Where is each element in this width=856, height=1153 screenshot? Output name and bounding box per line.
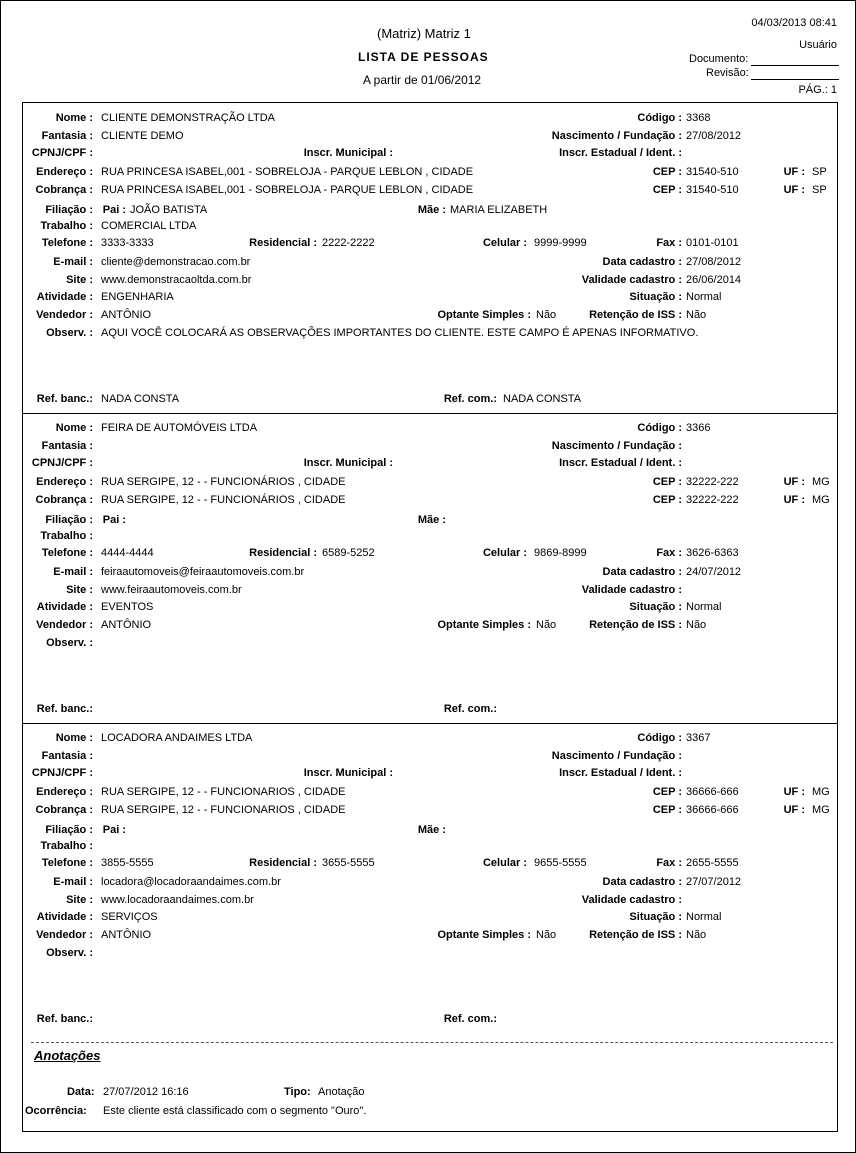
- field-label-email: E-mail :: [53, 566, 93, 578]
- annotation-occurrence-label: Ocorrência:: [25, 1105, 87, 1117]
- field-label-endereco: Endereço :: [36, 786, 93, 798]
- field-value-fantasia: CLIENTE DEMO: [101, 130, 184, 142]
- field-value-site: www.locadoraandaimes.com.br: [101, 894, 254, 906]
- field-label-inscr-est: Inscr. Estadual / Ident. :: [559, 767, 682, 779]
- field-label-situacao: Situação :: [629, 601, 682, 613]
- field-label-ref-banc: Ref. banc.:: [36, 393, 93, 405]
- field-value-celular: 9869-8999: [534, 547, 587, 559]
- field-label-inscr-mun: Inscr. Municipal :: [303, 147, 393, 159]
- field-value-validade: 26/06/2014: [686, 274, 742, 286]
- field-value-optante: Não: [536, 619, 557, 631]
- field-label-trabalho: Trabalho :: [40, 220, 93, 232]
- field-value-email: cliente@demonstracao.com.br: [101, 256, 251, 268]
- field-label-ref-com: Ref. com.:: [443, 1013, 497, 1025]
- field-label-uf: UF :: [783, 494, 805, 506]
- field-label-site: Site :: [66, 894, 93, 906]
- field-value-cobranca: RUA SERGIPE, 12 - - FUNCIONARIOS , CIDADE: [101, 804, 346, 816]
- field-label-cobranca: Cobrança :: [35, 494, 93, 506]
- company-name: (Matriz) Matriz 1: [377, 26, 471, 41]
- field-label-residencial: Residencial :: [249, 547, 317, 559]
- field-value-cep-cob: 32222-222: [686, 494, 739, 506]
- field-label-fax: Fax :: [656, 547, 682, 559]
- field-value-cep-end: 36666-666: [686, 786, 739, 798]
- field-label-nome: Nome :: [55, 112, 93, 124]
- field-value-data-cadastro: 27/07/2012: [686, 876, 742, 888]
- field-label-optante: Optante Simples :: [437, 929, 531, 941]
- field-value-atividade: EVENTOS: [101, 601, 154, 613]
- field-value-atividade: ENGENHARIA: [101, 291, 174, 303]
- field-label-validade: Validade cadastro :: [581, 894, 682, 906]
- field-label-ref-com: Ref. com.:: [443, 393, 497, 405]
- field-value-data-cadastro: 24/07/2012: [686, 566, 742, 578]
- field-label-pai: Pai :: [102, 514, 126, 526]
- field-label-inscr-mun: Inscr. Municipal :: [303, 767, 393, 779]
- field-value-retencao: Não: [686, 309, 707, 321]
- field-value-pai: JOÃO BATISTA: [130, 204, 208, 216]
- annotation-type: Anotação: [318, 1086, 365, 1098]
- field-label-situacao: Situação :: [629, 291, 682, 303]
- revision-line: [751, 79, 839, 80]
- document-line: [751, 65, 839, 66]
- field-label-celular: Celular :: [482, 547, 527, 559]
- field-label-uf: UF :: [783, 184, 805, 196]
- field-label-email: E-mail :: [53, 256, 93, 268]
- field-label-mae: Mãe :: [417, 824, 446, 836]
- field-label-cobranca: Cobrança :: [35, 804, 93, 816]
- field-value-fax: 0101-0101: [686, 237, 739, 249]
- field-value-vendedor: ANTÔNIO: [101, 619, 152, 631]
- field-value-site: www.feiraautomoveis.com.br: [101, 584, 242, 596]
- field-value-codigo: 3367: [686, 732, 711, 744]
- field-label-site: Site :: [66, 584, 93, 596]
- field-value-nome: CLIENTE DEMONSTRAÇÃO LTDA: [101, 112, 275, 124]
- field-label-validade: Validade cadastro :: [581, 274, 682, 286]
- revision-label: Revisão:: [706, 67, 749, 79]
- field-label-pai: Pai :: [102, 824, 126, 836]
- field-label-validade: Validade cadastro :: [581, 584, 682, 596]
- field-label-cep: CEP :: [652, 804, 682, 816]
- field-label-site: Site :: [66, 274, 93, 286]
- field-value-retencao: Não: [686, 619, 707, 631]
- field-label-fantasia: Fantasia :: [41, 440, 93, 452]
- record-separator: [23, 723, 837, 724]
- field-value-trabalho: COMERCIAL LTDA: [101, 220, 197, 232]
- field-label-residencial: Residencial :: [249, 237, 317, 249]
- field-label-observ: Observ. :: [46, 947, 93, 959]
- field-label-cep: CEP :: [652, 184, 682, 196]
- field-label-vendedor: Vendedor :: [36, 309, 93, 321]
- field-label-filiacao: Filiação :: [45, 514, 93, 526]
- field-value-cep-cob: 31540-510: [686, 184, 739, 196]
- annotation-date: 27/07/2012 16:16: [103, 1086, 189, 1098]
- field-label-retencao: Retenção de ISS :: [589, 309, 682, 321]
- field-value-data-cadastro: 27/08/2012: [686, 256, 742, 268]
- field-label-fantasia: Fantasia :: [41, 750, 93, 762]
- annotations-divider: [31, 1042, 833, 1043]
- field-value-mae: MARIA ELIZABETH: [450, 204, 548, 216]
- annotation-type-label: Tipo:: [284, 1086, 311, 1098]
- field-label-filiacao: Filiação :: [45, 204, 93, 216]
- field-label-inscr-est: Inscr. Estadual / Ident. :: [559, 147, 682, 159]
- field-label-cep: CEP :: [652, 786, 682, 798]
- field-label-vendedor: Vendedor :: [36, 929, 93, 941]
- report-subtitle: A partir de 01/06/2012: [363, 73, 482, 87]
- field-value-telefone: 3855-5555: [101, 857, 154, 869]
- field-label-codigo: Código :: [637, 112, 682, 124]
- field-value-uf-cob: MG: [812, 494, 830, 506]
- field-label-nome: Nome :: [55, 732, 93, 744]
- field-value-uf-end: MG: [812, 786, 830, 798]
- field-value-optante: Não: [536, 929, 557, 941]
- field-value-codigo: 3368: [686, 112, 711, 124]
- field-label-nascimento: Nascimento / Fundação :: [551, 130, 682, 142]
- field-value-residencial: 2222-2222: [322, 237, 375, 249]
- field-label-cpf: CPNJ/CPF :: [31, 147, 93, 159]
- field-label-cep: CEP :: [652, 476, 682, 488]
- document-label: Documento:: [689, 53, 749, 65]
- field-label-cep: CEP :: [652, 166, 682, 178]
- annotation-occurrence: Este cliente está classificado com o segmento "Ouro".: [103, 1105, 367, 1117]
- field-label-vendedor: Vendedor :: [36, 619, 93, 631]
- field-value-celular: 9655-5555: [534, 857, 587, 869]
- report-datetime: 04/03/2013 08:41: [751, 17, 837, 29]
- field-label-nascimento: Nascimento / Fundação :: [551, 750, 682, 762]
- field-label-nascimento: Nascimento / Fundação :: [551, 440, 682, 452]
- field-value-endereco: RUA SERGIPE, 12 - - FUNCIONÁRIOS , CIDADE: [101, 476, 346, 488]
- field-label-situacao: Situação :: [629, 911, 682, 923]
- field-value-ref-com: NADA CONSTA: [503, 393, 582, 405]
- field-value-endereco: RUA PRINCESA ISABEL,001 - SOBRELOJA - PARQUE LEBLON , CIDADE: [101, 166, 474, 178]
- field-label-optante: Optante Simples :: [437, 619, 531, 631]
- field-label-atividade: Atividade :: [36, 291, 93, 303]
- field-label-ref-com: Ref. com.:: [443, 703, 497, 715]
- field-label-endereco: Endereço :: [36, 476, 93, 488]
- field-label-telefone: Telefone :: [41, 237, 93, 249]
- field-value-uf-end: SP: [812, 166, 827, 178]
- field-label-pai: Pai :: [102, 204, 126, 216]
- field-label-cpf: CPNJ/CPF :: [31, 767, 93, 779]
- field-label-mae: Mãe :: [417, 514, 446, 526]
- report-title: LISTA DE PESSOAS: [358, 50, 489, 64]
- field-label-cep: CEP :: [652, 494, 682, 506]
- field-value-cep-end: 31540-510: [686, 166, 739, 178]
- field-label-optante: Optante Simples :: [437, 309, 531, 321]
- field-value-telefone: 3333-3333: [101, 237, 154, 249]
- field-value-nome: LOCADORA ANDAIMES LTDA: [101, 732, 253, 744]
- field-value-site: www.demonstracaoltda.com.br: [101, 274, 252, 286]
- field-label-endereco: Endereço :: [36, 166, 93, 178]
- field-value-uf-end: MG: [812, 476, 830, 488]
- field-value-email: feiraautomoveis@feiraautomoveis.com.br: [101, 566, 305, 578]
- field-value-situacao: Normal: [686, 911, 722, 923]
- field-label-mae: Mãe :: [417, 204, 446, 216]
- field-label-uf: UF :: [783, 804, 805, 816]
- annotation-date-label: Data:: [67, 1086, 95, 1098]
- field-label-ref-banc: Ref. banc.:: [36, 703, 93, 715]
- field-label-data-cadastro: Data cadastro :: [602, 876, 682, 888]
- field-value-atividade: SERVIÇOS: [101, 911, 158, 923]
- records-frame: [22, 102, 838, 1132]
- field-value-retencao: Não: [686, 929, 707, 941]
- field-label-residencial: Residencial :: [249, 857, 317, 869]
- field-value-residencial: 3655-5555: [322, 857, 375, 869]
- field-label-celular: Celular :: [482, 857, 527, 869]
- field-label-codigo: Código :: [637, 422, 682, 434]
- field-value-codigo: 3366: [686, 422, 711, 434]
- field-value-cobranca: RUA SERGIPE, 12 - - FUNCIONÁRIOS , CIDADE: [101, 494, 346, 506]
- field-value-endereco: RUA SERGIPE, 12 - - FUNCIONARIOS , CIDADE: [101, 786, 346, 798]
- field-label-observ: Observ. :: [46, 327, 93, 339]
- report-user: Usuário: [799, 39, 837, 51]
- field-value-situacao: Normal: [686, 601, 722, 613]
- field-label-inscr-est: Inscr. Estadual / Ident. :: [559, 457, 682, 469]
- field-value-optante: Não: [536, 309, 557, 321]
- field-label-cpf: CPNJ/CPF :: [31, 457, 93, 469]
- field-label-nome: Nome :: [55, 422, 93, 434]
- field-value-cobranca: RUA PRINCESA ISABEL,001 - SOBRELOJA - PARQUE LEBLON , CIDADE: [101, 184, 474, 196]
- field-value-cep-end: 32222-222: [686, 476, 739, 488]
- field-value-fax: 2655-5555: [686, 857, 739, 869]
- field-label-fax: Fax :: [656, 857, 682, 869]
- field-value-nome: FEIRA DE AUTOMÓVEIS LTDA: [101, 422, 258, 434]
- record-separator: [23, 413, 837, 414]
- field-label-codigo: Código :: [637, 732, 682, 744]
- field-label-trabalho: Trabalho :: [40, 530, 93, 542]
- field-label-uf: UF :: [783, 786, 805, 798]
- field-label-atividade: Atividade :: [36, 911, 93, 923]
- field-value-celular: 9999-9999: [534, 237, 587, 249]
- field-label-celular: Celular :: [482, 237, 527, 249]
- field-value-vendedor: ANTÔNIO: [101, 309, 152, 321]
- field-label-data-cadastro: Data cadastro :: [602, 256, 682, 268]
- field-label-fax: Fax :: [656, 237, 682, 249]
- field-value-telefone: 4444-4444: [101, 547, 154, 559]
- field-value-observ: AQUI VOCÊ COLOCARÁ AS OBSERVAÇÕES IMPORTANTES DO CLIENTE. ESTE CAMPO É APENAS INFORMATIVO.: [101, 327, 699, 339]
- field-label-uf: UF :: [783, 476, 805, 488]
- field-label-fantasia: Fantasia :: [41, 130, 93, 142]
- field-label-telefone: Telefone :: [41, 857, 93, 869]
- field-label-data-cadastro: Data cadastro :: [602, 566, 682, 578]
- annotations-title: Anotações: [34, 1048, 101, 1063]
- field-value-situacao: Normal: [686, 291, 722, 303]
- field-value-ref-banc: NADA CONSTA: [101, 393, 180, 405]
- page-number: PÁG.: 1: [798, 84, 837, 96]
- field-label-trabalho: Trabalho :: [40, 840, 93, 852]
- field-value-vendedor: ANTÔNIO: [101, 929, 152, 941]
- field-label-telefone: Telefone :: [41, 547, 93, 559]
- field-value-fax: 3626-6363: [686, 547, 739, 559]
- field-label-retencao: Retenção de ISS :: [589, 619, 682, 631]
- field-label-observ: Observ. :: [46, 637, 93, 649]
- field-label-cobranca: Cobrança :: [35, 184, 93, 196]
- field-value-residencial: 6589-5252: [322, 547, 375, 559]
- field-label-filiacao: Filiação :: [45, 824, 93, 836]
- field-value-nascimento: 27/08/2012: [686, 130, 742, 142]
- field-label-email: E-mail :: [53, 876, 93, 888]
- field-value-cep-cob: 36666-666: [686, 804, 739, 816]
- field-value-uf-cob: MG: [812, 804, 830, 816]
- field-label-retencao: Retenção de ISS :: [589, 929, 682, 941]
- field-label-atividade: Atividade :: [36, 601, 93, 613]
- field-value-email: locadora@locadoraandaimes.com.br: [101, 876, 281, 888]
- field-label-ref-banc: Ref. banc.:: [36, 1013, 93, 1025]
- field-label-uf: UF :: [783, 166, 805, 178]
- field-value-uf-cob: SP: [812, 184, 827, 196]
- field-label-inscr-mun: Inscr. Municipal :: [303, 457, 393, 469]
